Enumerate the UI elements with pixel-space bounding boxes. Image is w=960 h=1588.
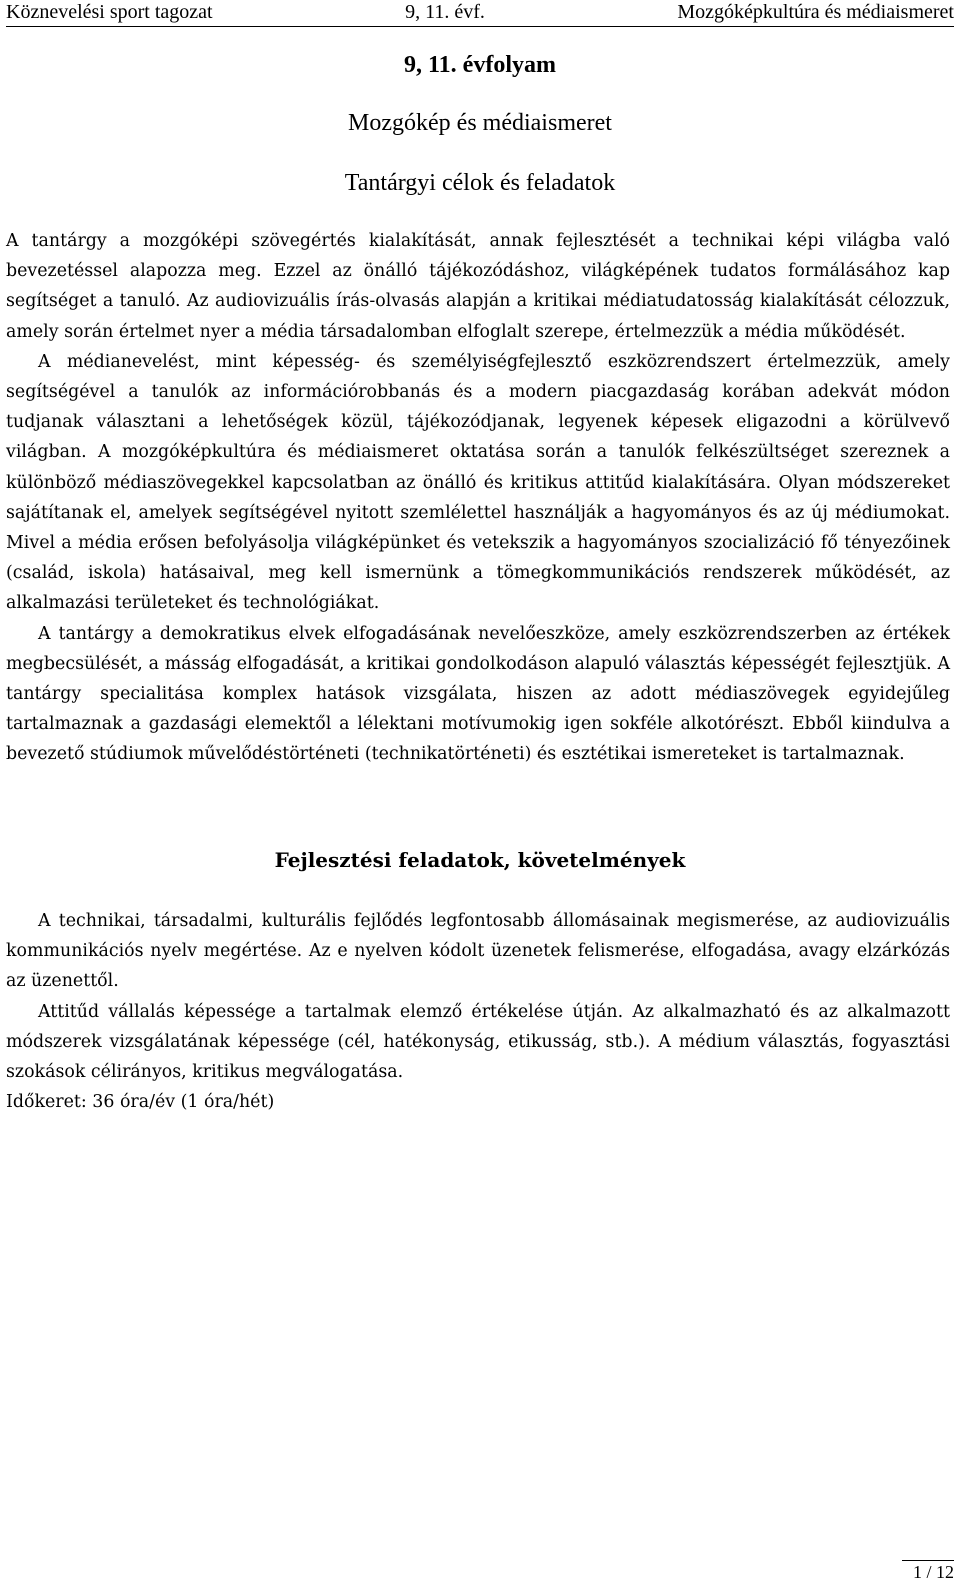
header-center: 9, 11. évf. (405, 1, 485, 23)
page-number: 1 / 12 (912, 1562, 954, 1582)
footer-rule (902, 1560, 954, 1561)
grade-heading: 9, 11. évfolyam (404, 52, 556, 78)
header-right: Mozgóképkultúra és médiaismeret (677, 1, 954, 23)
goals-heading: Tantárgyi célok és feladatok (344, 170, 616, 196)
subject-heading: Mozgókép és médiaismeret (348, 110, 612, 136)
goals-body (6, 226, 950, 770)
development-heading: Fejlesztési feladatok, követelmények (274, 848, 686, 872)
paragraph-intro: A tantárgy a mozgóképi szövegértés kialakítását, annak fejlesztését a technikai képi világba való bevezetéssel alapozza meg. Ezzel az önálló tájékozódáshoz, világképének tudatos formálásához kap segítséget a tanuló. Az audiovizuális írás-olvasás alapján a kritikai médiatudatosság kialakítását célozzuk, amely során értelmet nyer a média társadalomban elfoglalt szerepe, értelmezzük a média működését. (6, 231, 950, 342)
paragraph-development-2: Attitűd vállalás képessége a tartalmak elemző értékelése útján. Az alkalmazható és az alkalmazott módszerek vizsgálatának képessége (cél, hatékonyság, etikusság, stb.). A médium választás, fogyasztási szokások célirányos, kritikus megválogatása. (6, 1001, 950, 1083)
paragraph-development-1: A technikai, társadalmi, kulturális fejlődés legfontosabb állomásainak megismerése, az audiovizuális kommunikációs nyelv megértése. Az e nyelven kódolt üzenetek felismerése, elfogadása, avagy elzárkózás az üzenettől. (6, 911, 950, 992)
timeframe-line: Időkeret: 36 óra/év (1 óra/hét) (6, 1092, 275, 1113)
paragraph-media-education: A médianevelést, mint képesség- és személyiségfejlesztő eszközrendszert értelmezzük, amely segítségével a tanulók az információrobbanás és a modern piacgazdaság korában adekvát módon tudjanak választani a lehetőségek közül, tájékozódjanak, legyenek képesek eligazodni a körülvevő világban. A mozgóképkultúra és médiaismeret oktatása során a tanulók felkészültséget szereznek a különböző médiaszövegekkel kapcsolatban az önálló és kritikus attitűd kialakítására. Olyan módszereket sajátítanak el, amelyek segítségével nyitott szemlélettel használják a hagyományos és az új médiumokat. Mivel a média erősen befolyásolja világképünket és vetekszik a hagyományos szocializáció fő tényezőinek (család, iskola) hatásaival, meg kell ismernünk a tömegkommunikációs rendszerek működését, az alkalmazási területeket és technológiákat. (6, 351, 950, 614)
running-header (6, 0, 954, 27)
development-body (6, 906, 950, 1117)
paragraph-democratic-principles: A tantárgy a demokratikus elvek elfogadásának nevelőeszköze, amely eszközrendszerben az értékek megbecsülését, a másság elfogadását, a kritikai gondolkodáson alapuló választás képességét fejlesztjük. A tantárgy specialitása komplex hatások vizsgálata, hiszen az adott médiaszövegek egyidejűleg tartalmaznak a gazdasági elemektől a lélektani motívumokig igen sokféle alkotórészt. Ebből kiindulva a bevezető stúdiumok művelődéstörténeti (technikatörténeti) és esztétikai ismereteket is tartalmaznak. (6, 623, 950, 765)
header-left: Köznevelési sport tagozat (6, 1, 213, 23)
